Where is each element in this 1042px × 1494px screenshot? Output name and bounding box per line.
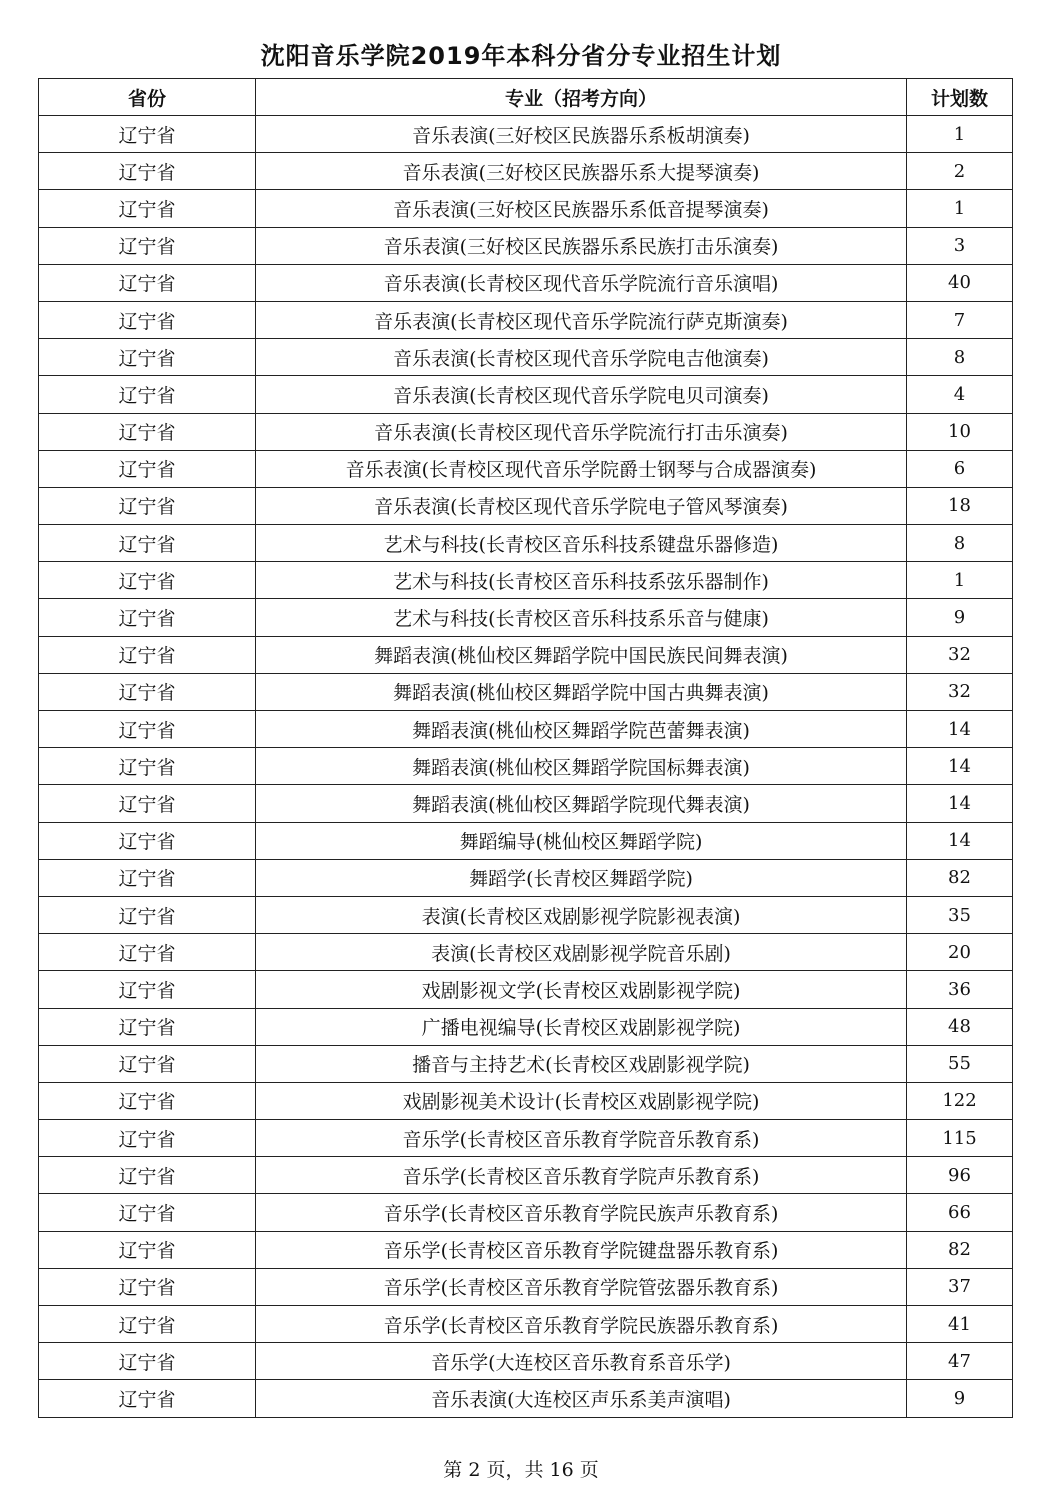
cell-plan-count: 18: [907, 487, 1013, 524]
cell-major: 舞蹈编导(桃仙校区舞蹈学院): [256, 822, 907, 859]
cell-province: 辽宁省: [39, 450, 256, 487]
cell-major: 音乐表演(大连校区声乐系美声演唱): [256, 1380, 907, 1417]
cell-province: 辽宁省: [39, 785, 256, 822]
cell-major: 艺术与科技(长青校区音乐科技系弦乐器制作): [256, 562, 907, 599]
cell-plan-count: 8: [907, 525, 1013, 562]
table-row: [39, 971, 1013, 1008]
table-row: [39, 711, 1013, 748]
cell-province: 辽宁省: [39, 1194, 256, 1231]
table-row: [39, 822, 1013, 859]
cell-province: 辽宁省: [39, 1157, 256, 1194]
cell-province: 辽宁省: [39, 153, 256, 190]
cell-major: 舞蹈表演(桃仙校区舞蹈学院中国民族民间舞表演): [256, 636, 907, 673]
table-row: [39, 1343, 1013, 1380]
cell-province: 辽宁省: [39, 896, 256, 933]
cell-major: 艺术与科技(长青校区音乐科技系键盘乐器修造): [256, 525, 907, 562]
table-row: [39, 1045, 1013, 1082]
cell-plan-count: 32: [907, 636, 1013, 673]
table-row: [39, 190, 1013, 227]
cell-plan-count: 3: [907, 227, 1013, 264]
cell-major: 广播电视编导(长青校区戏剧影视学院): [256, 1008, 907, 1045]
header-plan-count: 计划数: [907, 79, 1013, 116]
cell-province: 辽宁省: [39, 1306, 256, 1343]
cell-plan-count: 14: [907, 711, 1013, 748]
cell-major: 音乐学(长青校区音乐教育学院键盘器乐教育系): [256, 1231, 907, 1268]
cell-province: 辽宁省: [39, 190, 256, 227]
cell-plan-count: 9: [907, 599, 1013, 636]
cell-plan-count: 14: [907, 822, 1013, 859]
cell-province: 辽宁省: [39, 971, 256, 1008]
table-row: [39, 376, 1013, 413]
page-footer: 第 2 页，共 16 页: [443, 1459, 599, 1481]
cell-province: 辽宁省: [39, 1045, 256, 1082]
cell-major: 音乐学(大连校区音乐教育系音乐学): [256, 1343, 907, 1380]
cell-plan-count: 55: [907, 1045, 1013, 1082]
table-row: [39, 1194, 1013, 1231]
cell-province: 辽宁省: [39, 413, 256, 450]
cell-major: 表演(长青校区戏剧影视学院音乐剧): [256, 934, 907, 971]
cell-province: 辽宁省: [39, 116, 256, 153]
cell-major: 表演(长青校区戏剧影视学院影视表演): [256, 896, 907, 933]
header-province: 省份: [39, 79, 256, 116]
table-row: [39, 1268, 1013, 1305]
cell-major: 舞蹈表演(桃仙校区舞蹈学院现代舞表演): [256, 785, 907, 822]
cell-major: 音乐表演(三好校区民族器乐系低音提琴演奏): [256, 190, 907, 227]
cell-province: 辽宁省: [39, 227, 256, 264]
table-row: [39, 301, 1013, 338]
cell-plan-count: 40: [907, 264, 1013, 301]
cell-major: 音乐表演(三好校区民族器乐系民族打击乐演奏): [256, 227, 907, 264]
table-row: [39, 264, 1013, 301]
cell-major: 戏剧影视文学(长青校区戏剧影视学院): [256, 971, 907, 1008]
table-row: [39, 1120, 1013, 1157]
cell-plan-count: 10: [907, 413, 1013, 450]
cell-province: 辽宁省: [39, 636, 256, 673]
cell-province: 辽宁省: [39, 1120, 256, 1157]
cell-major: 音乐表演(长青校区现代音乐学院电子管风琴演奏): [256, 487, 907, 524]
cell-province: 辽宁省: [39, 525, 256, 562]
cell-province: 辽宁省: [39, 859, 256, 896]
cell-province: 辽宁省: [39, 748, 256, 785]
cell-major: 音乐表演(长青校区现代音乐学院爵士钢琴与合成器演奏): [256, 450, 907, 487]
cell-major: 音乐表演(长青校区现代音乐学院流行打击乐演奏): [256, 413, 907, 450]
cell-province: 辽宁省: [39, 1082, 256, 1119]
cell-plan-count: 32: [907, 673, 1013, 710]
cell-plan-count: 8: [907, 339, 1013, 376]
cell-province: 辽宁省: [39, 1008, 256, 1045]
cell-plan-count: 6: [907, 450, 1013, 487]
cell-plan-count: 47: [907, 1343, 1013, 1380]
cell-province: 辽宁省: [39, 562, 256, 599]
table-row: [39, 1157, 1013, 1194]
cell-province: 辽宁省: [39, 1380, 256, 1417]
cell-province: 辽宁省: [39, 487, 256, 524]
cell-plan-count: 82: [907, 859, 1013, 896]
table-row: [39, 116, 1013, 153]
cell-major: 音乐表演(长青校区现代音乐学院流行萨克斯演奏): [256, 301, 907, 338]
table-row: [39, 599, 1013, 636]
table-row: [39, 1380, 1013, 1417]
cell-province: 辽宁省: [39, 822, 256, 859]
cell-province: 辽宁省: [39, 376, 256, 413]
table-row: [39, 636, 1013, 673]
cell-plan-count: 122: [907, 1082, 1013, 1119]
table-row: [39, 1008, 1013, 1045]
cell-plan-count: 7: [907, 301, 1013, 338]
cell-plan-count: 66: [907, 1194, 1013, 1231]
table-row: [39, 785, 1013, 822]
enrollment-plan-table: [38, 78, 1013, 1418]
cell-province: 辽宁省: [39, 1231, 256, 1268]
cell-major: 音乐表演(长青校区现代音乐学院电贝司演奏): [256, 376, 907, 413]
cell-major: 舞蹈表演(桃仙校区舞蹈学院中国古典舞表演): [256, 673, 907, 710]
table-row: [39, 227, 1013, 264]
table-row: [39, 934, 1013, 971]
table-row: [39, 525, 1013, 562]
table-row: [39, 1082, 1013, 1119]
cell-major: 播音与主持艺术(长青校区戏剧影视学院): [256, 1045, 907, 1082]
cell-plan-count: 14: [907, 785, 1013, 822]
cell-plan-count: 1: [907, 190, 1013, 227]
cell-major: 音乐学(长青校区音乐教育学院民族声乐教育系): [256, 1194, 907, 1231]
table-row: [39, 859, 1013, 896]
header-major: 专业（招考方向）: [256, 79, 907, 116]
table-row: [39, 487, 1013, 524]
cell-major: 舞蹈表演(桃仙校区舞蹈学院国标舞表演): [256, 748, 907, 785]
cell-province: 辽宁省: [39, 673, 256, 710]
table-body: [39, 116, 1013, 1418]
cell-plan-count: 48: [907, 1008, 1013, 1045]
cell-plan-count: 14: [907, 748, 1013, 785]
cell-province: 辽宁省: [39, 339, 256, 376]
cell-major: 音乐表演(三好校区民族器乐系大提琴演奏): [256, 153, 907, 190]
cell-plan-count: 36: [907, 971, 1013, 1008]
cell-major: 音乐表演(三好校区民族器乐系板胡演奏): [256, 116, 907, 153]
table-row: [39, 896, 1013, 933]
cell-major: 戏剧影视美术设计(长青校区戏剧影视学院): [256, 1082, 907, 1119]
cell-plan-count: 2: [907, 153, 1013, 190]
cell-plan-count: 96: [907, 1157, 1013, 1194]
cell-major: 舞蹈表演(桃仙校区舞蹈学院芭蕾舞表演): [256, 711, 907, 748]
table-row: [39, 1306, 1013, 1343]
cell-plan-count: 82: [907, 1231, 1013, 1268]
document-title: 沈阳音乐学院2019年本科分省分专业招生计划: [260, 42, 782, 70]
cell-province: 辽宁省: [39, 264, 256, 301]
cell-province: 辽宁省: [39, 301, 256, 338]
cell-major: 音乐学(长青校区音乐教育学院管弦器乐教育系): [256, 1268, 907, 1305]
cell-province: 辽宁省: [39, 1343, 256, 1380]
cell-plan-count: 1: [907, 562, 1013, 599]
cell-major: 音乐学(长青校区音乐教育学院民族器乐教育系): [256, 1306, 907, 1343]
cell-province: 辽宁省: [39, 599, 256, 636]
cell-plan-count: 9: [907, 1380, 1013, 1417]
cell-plan-count: 41: [907, 1306, 1013, 1343]
cell-major: 音乐学(长青校区音乐教育学院音乐教育系): [256, 1120, 907, 1157]
cell-plan-count: 35: [907, 896, 1013, 933]
cell-province: 辽宁省: [39, 934, 256, 971]
table-row: [39, 413, 1013, 450]
cell-province: 辽宁省: [39, 1268, 256, 1305]
table-row: [39, 562, 1013, 599]
cell-province: 辽宁省: [39, 711, 256, 748]
table-row: [39, 339, 1013, 376]
table-row: [39, 450, 1013, 487]
cell-major: 音乐表演(长青校区现代音乐学院电吉他演奏): [256, 339, 907, 376]
cell-major: 艺术与科技(长青校区音乐科技系乐音与健康): [256, 599, 907, 636]
cell-major: 音乐表演(长青校区现代音乐学院流行音乐演唱): [256, 264, 907, 301]
cell-plan-count: 115: [907, 1120, 1013, 1157]
table-row: [39, 153, 1013, 190]
cell-plan-count: 1: [907, 116, 1013, 153]
cell-plan-count: 4: [907, 376, 1013, 413]
table-header-row: [39, 79, 1013, 116]
table-row: [39, 673, 1013, 710]
cell-plan-count: 20: [907, 934, 1013, 971]
cell-plan-count: 37: [907, 1268, 1013, 1305]
table-row: [39, 748, 1013, 785]
table-row: [39, 1231, 1013, 1268]
cell-major: 舞蹈学(长青校区舞蹈学院): [256, 859, 907, 896]
cell-major: 音乐学(长青校区音乐教育学院声乐教育系): [256, 1157, 907, 1194]
